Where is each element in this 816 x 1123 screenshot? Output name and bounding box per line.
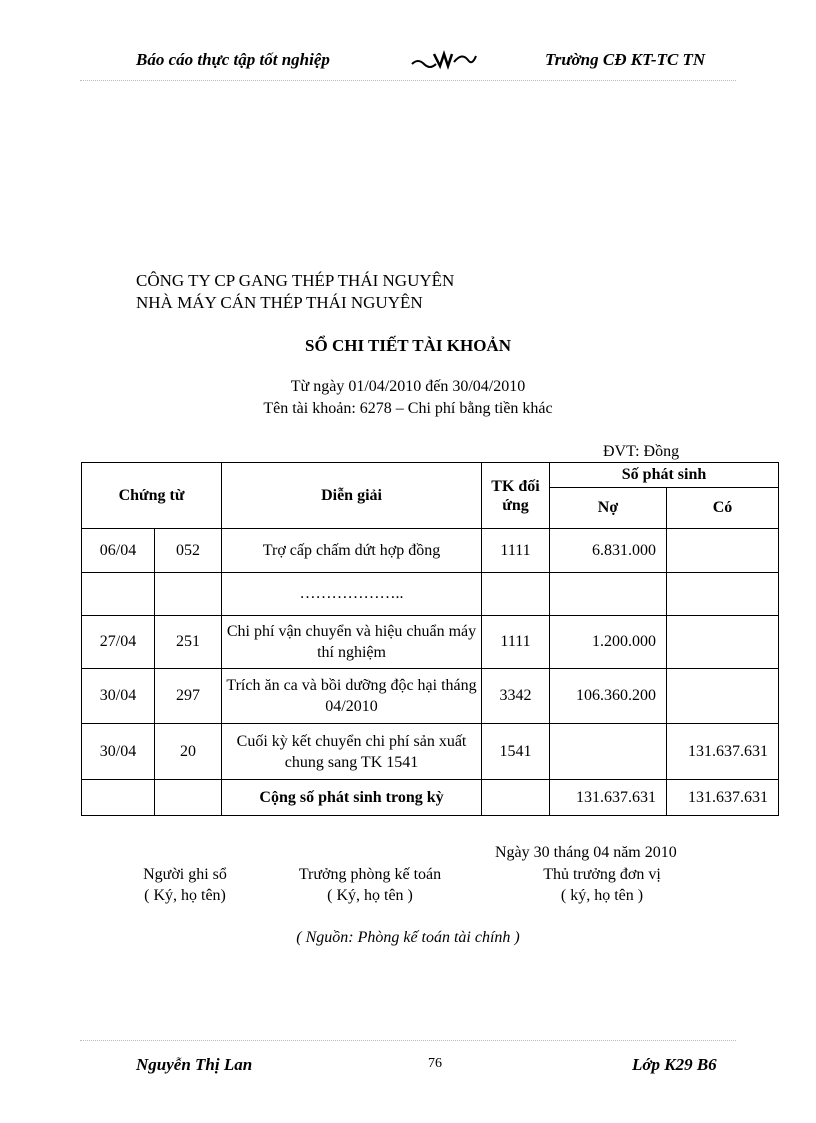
row-description: Cuối kỳ kết chuyển chi phí sản xuất chung sang TK 1541: [222, 724, 482, 780]
table-header-row: [82, 463, 779, 488]
header-voucher: Chứng từ: [82, 463, 222, 529]
row-description: ………………..: [222, 573, 482, 616]
recorder-title: Người ghi sổ: [143, 866, 227, 883]
source-note: ( Nguồn: Phòng kế toán tài chính ): [296, 929, 520, 946]
ledger-table: [81, 462, 779, 816]
row-debit: [550, 573, 667, 616]
row-voucher-no: 052: [155, 529, 222, 573]
document-title: SỔ CHI TIẾT TÀI KHOẢN: [305, 336, 511, 355]
table-row: [82, 616, 779, 669]
row-counter-account: [482, 573, 550, 616]
row-credit: 131.637.631: [667, 724, 779, 780]
total-empty-cell: [482, 780, 550, 816]
signature-chief-accountant: [270, 864, 470, 906]
header-description: Diễn giải: [222, 463, 482, 529]
row-counter-account: 1111: [482, 616, 550, 669]
row-counter-account: 1111: [482, 529, 550, 573]
head-title: Thủ trưởng đơn vị: [543, 866, 661, 883]
signature-head: [512, 864, 692, 906]
table-row: [82, 724, 779, 780]
row-credit: [667, 573, 779, 616]
row-counter-account: 1541: [482, 724, 550, 780]
signature-recorder: [120, 864, 250, 906]
row-debit: 1.200.000: [550, 616, 667, 669]
row-description: Trích ăn ca và bồi dưỡng độc hại tháng 04/2010: [222, 669, 482, 724]
row-voucher-no: 251: [155, 616, 222, 669]
unit-label: ĐVT: Đồng: [603, 443, 680, 460]
row-description: Trợ cấp chấm dứt hợp đồng: [222, 529, 482, 573]
chief-accountant-note: ( Ký, họ tên ): [327, 887, 413, 904]
row-credit: [667, 529, 779, 573]
header-credit: Có: [667, 488, 779, 529]
row-date: 06/04: [82, 529, 155, 573]
decorative-flourish-icon: [410, 48, 478, 70]
row-debit: 6.831.000: [550, 529, 667, 573]
row-credit: [667, 669, 779, 724]
header-amount: Số phát sinh: [550, 463, 779, 488]
header-debit: Nợ: [550, 488, 667, 529]
row-description: Chi phí vận chuyển và hiệu chuẩn máy thí nghiệm: [222, 616, 482, 669]
row-voucher-no: 20: [155, 724, 222, 780]
total-label: Cộng số phát sinh trong kỳ: [222, 780, 482, 816]
row-voucher-no: 297: [155, 669, 222, 724]
chief-accountant-title: Trưởng phòng kế toán: [298, 866, 442, 883]
footer-author: Nguyễn Thị Lan: [136, 1055, 253, 1074]
total-credit: 131.637.631: [667, 780, 779, 816]
header-right-text: Trường CĐ KT-TC TN: [545, 50, 706, 69]
row-date: [82, 573, 155, 616]
page-number: 76: [428, 1056, 442, 1071]
header-counter-account: TK đối ứng: [482, 463, 550, 529]
table-total-row: [82, 780, 779, 816]
header-divider: [80, 80, 736, 81]
row-credit: [667, 616, 779, 669]
header-left-text: Báo cáo thực tập tốt nghiệp: [136, 50, 330, 69]
account-name: Tên tài khoản: 6278 – Chi phí bằng tiền khác: [263, 400, 553, 417]
total-debit: 131.637.631: [550, 780, 667, 816]
table-row: [82, 529, 779, 573]
row-date: 27/04: [82, 616, 155, 669]
table-row: [82, 669, 779, 724]
row-counter-account: 3342: [482, 669, 550, 724]
footer-class: Lớp K29 B6: [632, 1055, 717, 1074]
row-date: 30/04: [82, 724, 155, 780]
total-empty-cell: [155, 780, 222, 816]
head-note: ( ký, họ tên ): [560, 887, 644, 904]
row-debit: 106.360.200: [550, 669, 667, 724]
row-debit: [550, 724, 667, 780]
factory-name: NHÀ MÁY CÁN THÉP THÁI NGUYÊN: [136, 293, 423, 312]
total-empty-cell: [82, 780, 155, 816]
company-name: CÔNG TY CP GANG THÉP THÁI NGUYÊN: [136, 271, 455, 290]
period-text: Từ ngày 01/04/2010 đến 30/04/2010: [290, 378, 526, 395]
footer-divider: [80, 1040, 736, 1041]
signing-date: Ngày 30 tháng 04 năm 2010: [495, 844, 677, 861]
row-date: 30/04: [82, 669, 155, 724]
table-row: [82, 573, 779, 616]
recorder-note: ( Ký, họ tên): [144, 887, 226, 904]
row-voucher-no: [155, 573, 222, 616]
